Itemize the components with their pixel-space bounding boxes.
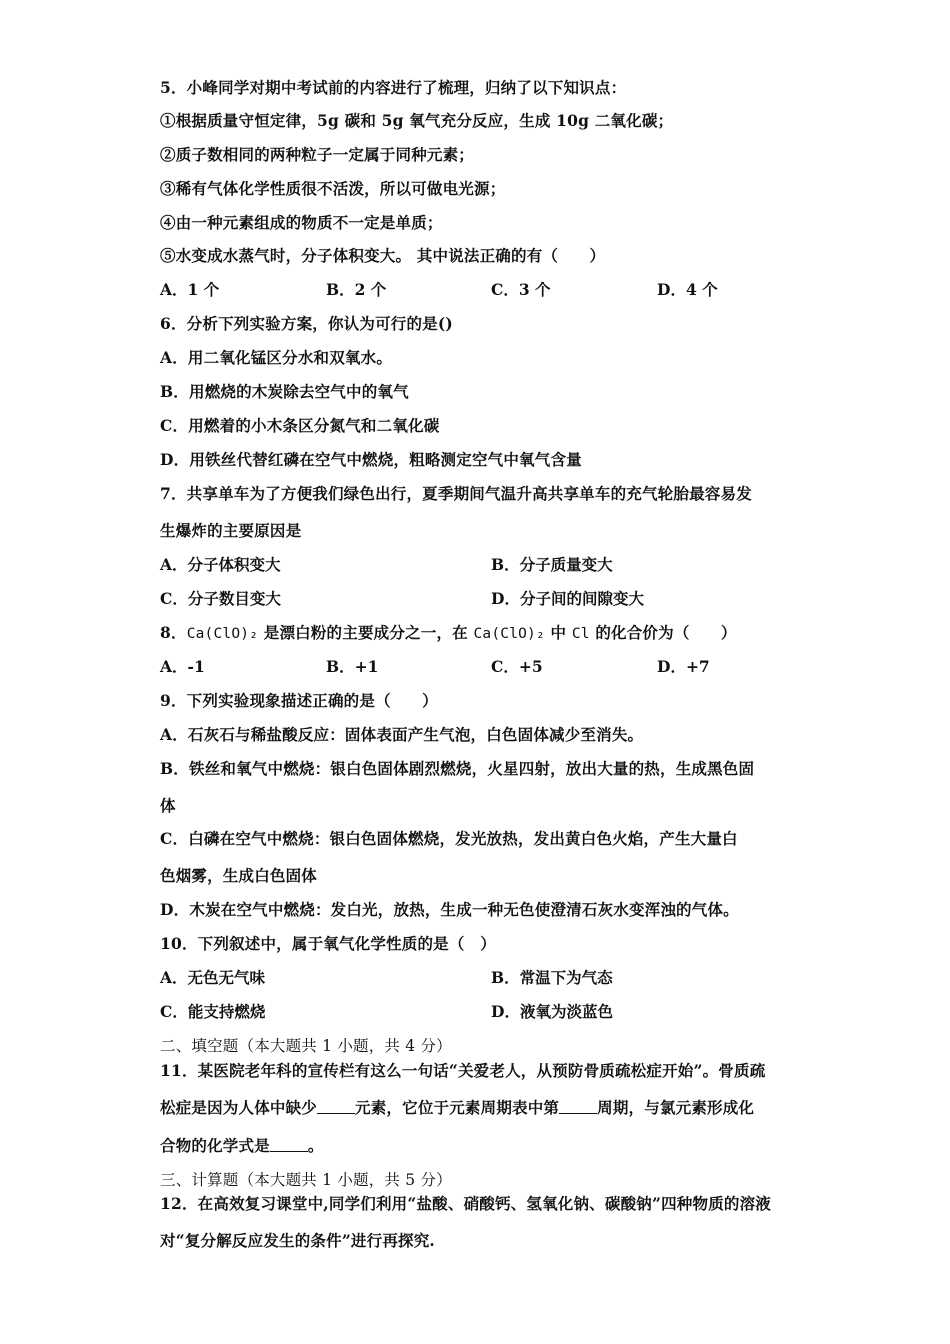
q5-option-b: B．2 个 <box>326 280 387 299</box>
q11-blank-3[interactable] <box>270 1137 308 1152</box>
q9-option-b-line1: B．铁丝和氧气中燃烧：银白色固体剧烈燃烧，火星四射，放出大量的热，生成黑色固 <box>160 759 755 778</box>
q6-stem: 6．分析下列实验方案，你认为可行的是() <box>160 314 453 333</box>
q8-formula-1: Ca(ClO)₂ <box>186 626 259 642</box>
q6-option-b: B．用燃烧的木炭除去空气中的氧气 <box>160 382 409 401</box>
q7-option-b: B．分子质量变大 <box>491 555 613 574</box>
q8-option-a: A．-1 <box>160 657 205 676</box>
q11-line2-text-c: 周期，与氯元素形成化 <box>597 1098 755 1117</box>
q9-option-c-line1: C．白磷在空气中燃烧：银白色固体燃烧，发光放热，发出黄白色火焰，产生大量白 <box>160 829 738 848</box>
q10-option-b: B．常温下为气态 <box>491 968 613 987</box>
q5-item-4: ④由一种元素组成的物质不一定是单质； <box>160 213 443 232</box>
q8-text-2: 中 <box>550 623 567 642</box>
q8-formula-2: Ca(ClO)₂ <box>473 626 545 642</box>
q11-line2 <box>160 1098 754 1118</box>
q12-line1: 12．在高效复习课堂中,同学们利用“盐酸、硝酸钙、氢氧化钠、碳酸钠”四种物质的溶液 <box>160 1194 771 1213</box>
q11-line3-text-a: 合物的化学式是 <box>160 1136 270 1155</box>
q6-option-d: D．用铁丝代替红磷在空气中燃烧，粗略测定空气中氧气含量 <box>160 450 582 469</box>
section-3-heading: 三、计算题（本大题共 1 小题，共 5 分） <box>160 1171 452 1189</box>
q7-option-d: D．分子间的间隙变大 <box>491 589 644 608</box>
q6-option-c: C．用燃着的小木条区分氮气和二氧化碳 <box>160 416 440 435</box>
q11-blank-1[interactable] <box>317 1099 355 1114</box>
q11-line3-text-b: 。 <box>307 1136 324 1155</box>
q9-stem: 9．下列实验现象描述正确的是（ ） <box>160 691 438 710</box>
q11-line2-text-b: 元素，它位于元素周期表中第 <box>355 1098 560 1117</box>
q5-item-1: ①根据质量守恒定律，5g 碳和 5g 氧气充分反应，生成 10g 二氧化碳； <box>160 111 674 130</box>
q5-item-3: ③稀有气体化学性质很不活泼，所以可做电光源； <box>160 179 506 198</box>
q9-option-b-line2: 体 <box>160 796 176 815</box>
q9-option-c-line2: 色烟雾，生成白色固体 <box>160 866 318 885</box>
q11-blank-2[interactable] <box>559 1099 597 1114</box>
q10-option-c: C．能支持燃烧 <box>160 1002 266 1021</box>
q8-stem <box>160 623 737 644</box>
q5-option-c: C．3 个 <box>491 280 551 299</box>
q5-item-2: ②质子数相同的两种粒子一定属于同种元素； <box>160 145 475 164</box>
section-2-heading: 二、填空题（本大题共 1 小题，共 4 分） <box>160 1037 452 1055</box>
q9-option-a: A．石灰石与稀盐酸反应：固体表面产生气泡，白色固体减少至消失。 <box>160 725 644 744</box>
q8-element: Cl <box>571 626 590 642</box>
q8-option-c: C．+5 <box>491 657 543 676</box>
q10-stem: 10．下列叙述中，属于氧气化学性质的是（ ） <box>160 934 496 953</box>
q8-number: 8． <box>160 623 187 642</box>
q8-option-b: B．+1 <box>326 657 379 676</box>
q12-line2: 对“复分解反应发生的条件”进行再探究. <box>160 1231 436 1250</box>
q7-stem-line1: 7．共享单车为了方便我们绿色出行，夏季期间气温升高共享单车的充气轮胎最容易发 <box>160 484 752 503</box>
q7-option-c: C．分子数目变大 <box>160 589 281 608</box>
q11-line1: 11．某医院老年科的宣传栏有这么一句话“关爱老人，从预防骨质疏松症开始”。骨质疏 <box>160 1061 766 1080</box>
q7-option-a: A．分子体积变大 <box>160 555 281 574</box>
q8-text-1: 是漂白粉的主要成分之一，在 <box>263 623 468 642</box>
q8-option-d: D．+7 <box>657 657 710 676</box>
q10-option-d: D．液氧为淡蓝色 <box>491 1002 613 1021</box>
q8-text-3: 的化合价为（ ） <box>595 623 737 642</box>
q9-option-d: D．木炭在空气中燃烧：发白光，放热，生成一种无色使澄清石灰水变浑浊的气体。 <box>160 900 739 919</box>
q10-option-a: A．无色无气味 <box>160 968 266 987</box>
q11-line2-text-a: 松症是因为人体中缺少 <box>160 1098 318 1117</box>
q5-option-d: D．4 个 <box>657 280 718 299</box>
q5-option-a: A．1 个 <box>160 280 220 299</box>
q11-line3 <box>160 1136 324 1156</box>
q5-stem: 5．小峰同学对期中考试前的内容进行了梳理，归纳了以下知识点： <box>160 78 627 97</box>
q6-option-a: A．用二氧化锰区分水和双氧水。 <box>160 348 393 367</box>
q7-stem-line2: 生爆炸的主要原因是 <box>160 521 302 540</box>
q5-item-5: ⑤水变成水蒸气时，分子体积变大。 其中说法正确的有（ ） <box>160 246 606 265</box>
